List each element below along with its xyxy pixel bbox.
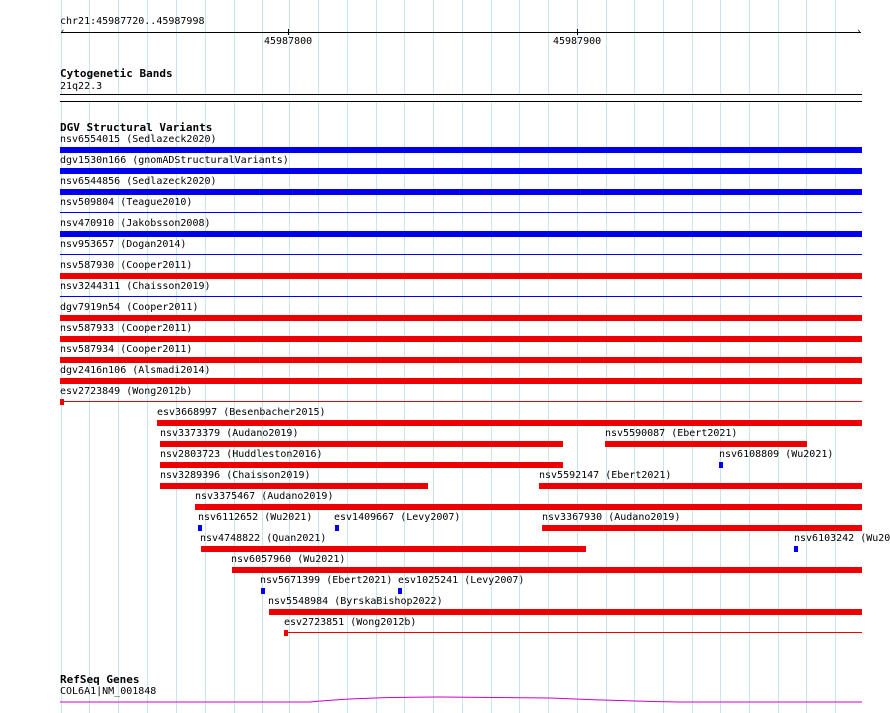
cytoband-bar[interactable]	[60, 94, 862, 102]
variant-label[interactable]: nsv6544856 (Sedlazeck2020)	[60, 176, 217, 187]
variant-gain-bar[interactable]	[198, 525, 202, 531]
variant-gain-bar[interactable]	[335, 525, 339, 531]
variant-label[interactable]: dgv2416n106 (Alsmadi2014)	[60, 365, 211, 376]
variant-label[interactable]: esv2723851 (Wong2012b)	[284, 617, 417, 628]
variant-loss-bar[interactable]	[60, 357, 862, 363]
variant-label[interactable]: nsv5548984 (ByrskaBishop2022)	[268, 596, 443, 607]
variant-loss-bar[interactable]	[60, 273, 862, 279]
variant-gain-bar[interactable]	[60, 189, 862, 195]
variant-loss-bar[interactable]	[284, 630, 288, 636]
variant-label[interactable]: dgv7919n54 (Cooper2011)	[60, 302, 199, 313]
variant-label[interactable]: nsv3367930 (Audano2019)	[542, 512, 681, 523]
variant-label[interactable]: nsv587934 (Cooper2011)	[60, 344, 193, 355]
variant-gain-bar[interactable]	[60, 296, 862, 297]
variant-label[interactable]: nsv3289396 (Chaisson2019)	[160, 470, 311, 481]
variant-label[interactable]: nsv5671399 (Ebert2021)	[260, 575, 393, 586]
gene-intron-line	[60, 697, 862, 702]
variant-extent-line	[286, 632, 862, 633]
variant-loss-bar[interactable]	[160, 441, 563, 447]
variant-label[interactable]: nsv5590087 (Ebert2021)	[605, 428, 738, 439]
cytoband-label: 21q22.3	[60, 81, 103, 92]
variant-label[interactable]: esv1409667 (Levy2007)	[334, 512, 461, 523]
variant-label[interactable]: nsv587933 (Cooper2011)	[60, 323, 193, 334]
variant-label[interactable]: nsv587930 (Cooper2011)	[60, 260, 193, 271]
gene-model[interactable]	[60, 694, 862, 704]
scale-right-arrow-icon: ›	[856, 27, 862, 37]
variant-loss-bar[interactable]	[539, 483, 862, 489]
variant-label[interactable]: nsv3375467 (Audano2019)	[195, 491, 334, 502]
variant-label[interactable]: nsv6108809 (Wu2021)	[719, 449, 834, 460]
variant-label[interactable]: nsv2803723 (Huddleston2016)	[160, 449, 323, 460]
variant-gain-bar[interactable]	[60, 212, 862, 213]
tick-label: 45987900	[553, 36, 602, 47]
variant-gain-bar[interactable]	[60, 231, 862, 237]
variant-gain-bar[interactable]	[398, 588, 402, 594]
variant-label[interactable]: nsv953657 (Dogan2014)	[60, 239, 187, 250]
scale-bar	[61, 32, 861, 33]
variant-loss-bar[interactable]	[160, 483, 428, 489]
variant-loss-bar[interactable]	[60, 399, 64, 405]
variant-loss-bar[interactable]	[60, 315, 862, 321]
variant-loss-bar[interactable]	[195, 504, 862, 510]
variant-loss-bar[interactable]	[60, 336, 862, 342]
variant-label[interactable]: nsv6554015 (Sedlazeck2020)	[60, 134, 217, 145]
track-title-refseq[interactable]: RefSeq Genes	[60, 673, 140, 686]
scale-tick	[288, 29, 289, 35]
variant-label[interactable]: nsv509804 (Teague2010)	[60, 197, 193, 208]
scale-left-arrow-icon: ‹	[60, 27, 66, 37]
variant-loss-bar[interactable]	[60, 378, 862, 384]
variant-gain-bar[interactable]	[60, 254, 862, 255]
locus-label: chr21:45987720..45987998	[60, 16, 205, 27]
variant-gain-bar[interactable]	[794, 546, 798, 552]
track-title-cytoband[interactable]: Cytogenetic Bands	[60, 67, 173, 80]
variant-label[interactable]: dgv1530n166 (gnomADStructuralVariants)	[60, 155, 289, 166]
variant-extent-line	[62, 401, 862, 402]
tick-label: 45987800	[264, 36, 313, 47]
variant-label[interactable]: nsv3244311 (Chaisson2019)	[60, 281, 211, 292]
variant-gain-bar[interactable]	[261, 588, 265, 594]
variant-loss-bar[interactable]	[542, 525, 862, 531]
variant-label[interactable]: esv2723849 (Wong2012b)	[60, 386, 193, 397]
variant-label[interactable]: nsv6103242 (Wu20	[794, 533, 890, 544]
variant-loss-bar[interactable]	[269, 609, 862, 615]
gene-label[interactable]: COL6A1|NM_001848	[60, 686, 157, 697]
variant-label[interactable]: esv1025241 (Levy2007)	[398, 575, 525, 586]
track-title-dgv[interactable]: DGV Structural Variants	[60, 121, 213, 134]
variant-label[interactable]: nsv5592147 (Ebert2021)	[539, 470, 672, 481]
variant-label[interactable]: nsv470910 (Jakobsson2008)	[60, 218, 211, 229]
variant-loss-bar[interactable]	[201, 546, 586, 552]
variant-label[interactable]: nsv4748822 (Quan2021)	[200, 533, 327, 544]
variant-gain-bar[interactable]	[60, 147, 862, 153]
variant-loss-bar[interactable]	[160, 462, 563, 468]
variant-label[interactable]: esv3668997 (Besenbacher2015)	[157, 407, 326, 418]
variant-gain-bar[interactable]	[60, 168, 862, 174]
scale-tick	[577, 29, 578, 35]
variant-loss-bar[interactable]	[157, 420, 862, 426]
variant-label[interactable]: nsv3373379 (Audano2019)	[160, 428, 299, 439]
variant-label[interactable]: nsv6057960 (Wu2021)	[231, 554, 346, 565]
variant-label[interactable]: nsv6112652 (Wu2021)	[198, 512, 313, 523]
variant-loss-bar[interactable]	[605, 441, 807, 447]
variant-loss-bar[interactable]	[232, 567, 862, 573]
variant-gain-bar[interactable]	[719, 462, 723, 468]
